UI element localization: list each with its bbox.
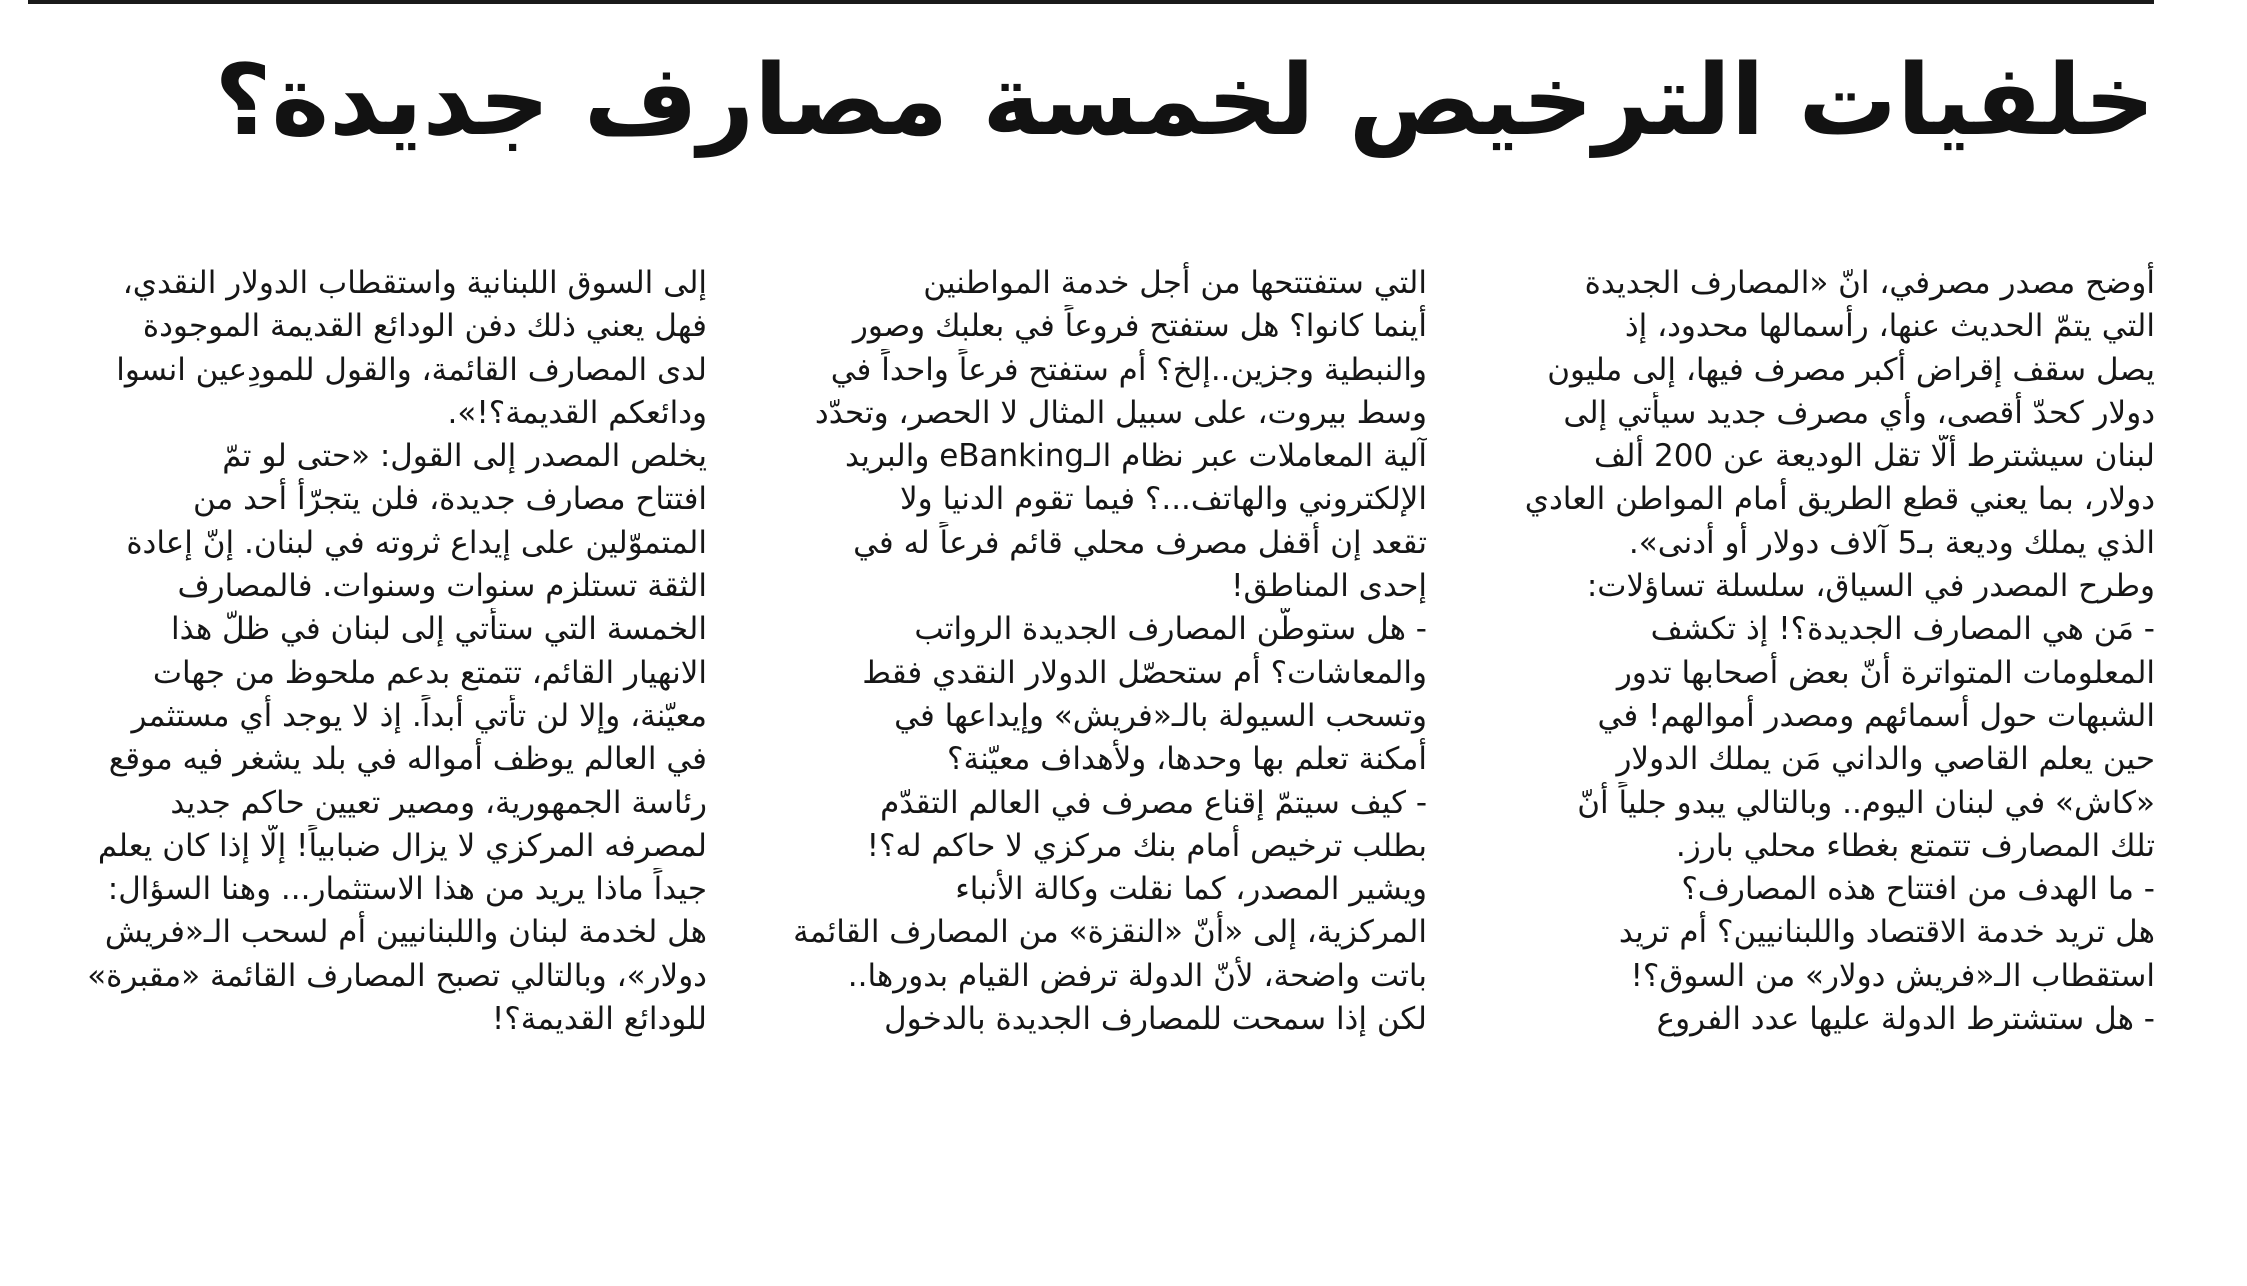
text-line: افتتاح مصارف جديدة، فلن يتجرّأ أحد من [193, 481, 707, 518]
text-line: يصل سقف إقراض أكبر مصرف فيها، إلى مليون [1547, 351, 2155, 388]
text-line: رئاسة الجمهورية، ومصير تعيين حاكم جديد [170, 784, 707, 821]
text-line: تقعد إن أقفل مصرف محلي قائم فرعاً له في [853, 524, 1427, 561]
text-line: دولار كحدّ أقصى، وأي مصرف جديد سيأتي إلى [1563, 394, 2155, 431]
text-line: هل لخدمة لبنان واللبنانيين أم لسحب الـ«فريش [104, 914, 707, 951]
text-line: فهل يعني ذلك دفن الودائع القديمة الموجودة [142, 308, 707, 345]
text-line: لمصرفه المركزي لا يزال ضبابياً! إلّا إذا كان يعلم [97, 827, 707, 864]
headline: خلفيات الترخيص لخمسة مصارف جديدة؟ [214, 44, 2155, 158]
text-line: في العالم يوظف أمواله في بلد يشغر فيه موقع [108, 741, 707, 778]
text-line: للودائع القديمة؟! [491, 1001, 707, 1038]
text-line: وتسحب السيولة بالـ«فريش» وإيداعها في [894, 697, 1427, 734]
text-line: المعلومات المتواترة أنّ بعض أصحابها تدور [1616, 654, 2155, 691]
text-line: أوضح مصدر مصرفي، انّ «المصارف الجديدة [1584, 265, 2155, 301]
text-line: ودائعكم القديمة؟!». [447, 394, 707, 431]
text-line: التي يتمّ الحديث عنها، رأسمالها محدود، إذ [1624, 308, 2155, 345]
text-line: أينما كانوا؟ هل ستفتح فروعاً في بعلبك وصور [852, 308, 1427, 345]
text-line: باتت واضحة، لأنّ الدولة ترفض القيام بدورها.. [847, 957, 1427, 994]
text-line: لدى المصارف القائمة، والقول للمودِعين انسوا [116, 351, 707, 388]
text-line: «كاش» في لبنان اليوم.. وبالتالي يبدو جلياً أنّ [1577, 784, 2155, 821]
text-line: إحدى المناطق! [1231, 568, 1427, 605]
text-line: لكن إذا سمحت للمصارف الجديدة بالدخول [884, 1001, 1427, 1038]
text-line: معيّنة، وإلا لن تأتي أبداً. إذ لا يوجد أي مستثمر [131, 697, 707, 734]
text-line: تلك المصارف تتمتع بغطاء محلي بارز. [1675, 827, 2155, 864]
text-line: الإلكتروني والهاتف...؟ فيما تقوم الدنيا ولا [900, 481, 1427, 518]
text-line: آلية المعاملات عبر نظام الـeBanking والبريد [844, 438, 1427, 475]
article-body [0, 262, 2247, 1222]
text-line: المركزية، إلى «أنّ «النقزة» من المصارف القائمة [793, 914, 1427, 951]
text-line: جيداً ماذا يريد من هذا الاستثمار... وهنا السؤال: [107, 871, 707, 908]
text-line: - ما الهدف من افتتاح هذه المصارف؟ [1681, 871, 2155, 908]
text-line: الخمسة التي ستأتي إلى لبنان في ظلّ هذا [170, 611, 707, 648]
text-column-left [27, 262, 707, 1041]
text-line: الانهيار القائم، تتمتع بدعم ملحوظ من جهات [152, 654, 707, 691]
text-line: - هل ستشترط الدولة عليها عدد الفروع [1656, 1001, 2155, 1038]
text-column-middle [747, 262, 1427, 1041]
text-line: استقطاب الـ«فريش دولار» من السوق؟! [1630, 957, 2155, 994]
text-line: حين يعلم القاصي والداني مَن يملك الدولار [1616, 741, 2155, 778]
text-line: وطرح المصدر في السياق، سلسلة تساؤلات: [1586, 568, 2155, 605]
text-line: - مَن هي المصارف الجديدة؟! إذ تكشف [1650, 611, 2155, 648]
text-line: - هل ستوطّن المصارف الجديدة الرواتب [914, 611, 1427, 648]
text-line: هل تريد خدمة الاقتصاد واللبنانيين؟ أم تريد [1618, 914, 2155, 951]
text-line: والنبطية وجزين..إلخ؟ أم ستفتح فرعاً واحداً في [830, 351, 1427, 388]
text-line: بطلب ترخيص أمام بنك مركزي لا حاكم له؟! [866, 827, 1427, 864]
text-line: إلى السوق اللبنانية واستقطاب الدولار النقدي، [122, 265, 707, 301]
top-rule [28, 0, 2154, 4]
text-line: وسط بيروت، على سبيل المثال لا الحصر، وتحدّد [814, 394, 1427, 431]
text-line: أمكنة تعلم بها وحدها، ولأهداف معيّنة؟ [947, 741, 1427, 778]
text-column-right [1475, 262, 2155, 1041]
text-line: - كيف سيتمّ إقناع مصرف في العالم التقدّم [880, 784, 1427, 821]
text-line: التي ستفتتحها من أجل خدمة المواطنين [923, 265, 1427, 301]
text-line: الثقة تستلزم سنوات وسنوات. فالمصارف [177, 568, 707, 605]
text-line: والمعاشات؟ أم ستحصّل الدولار النقدي فقط [862, 654, 1427, 691]
text-line: لبنان سيشترط ألّا تقل الوديعة عن 200 ألف [1593, 438, 2155, 475]
text-line: دولار»، وبالتالي تصبح المصارف القائمة «مقبرة» [87, 957, 707, 994]
text-line: الذي يملك وديعة بـ5 آلاف دولار أو أدنى». [1628, 524, 2155, 561]
text-line: المتموّلين على إيداع ثروته في لبنان. إنّ إعادة [126, 524, 707, 561]
text-line: ويشير المصدر، كما نقلت وكالة الأنباء [955, 871, 1427, 908]
text-line: يخلص المصدر إلى القول: «حتى لو تمّ [222, 438, 707, 475]
text-line: الشبهات حول أسمائهم ومصدر أموالهم! في [1597, 697, 2155, 734]
text-line: دولار، بما يعني قطع الطريق أمام المواطن العادي [1524, 481, 2155, 518]
